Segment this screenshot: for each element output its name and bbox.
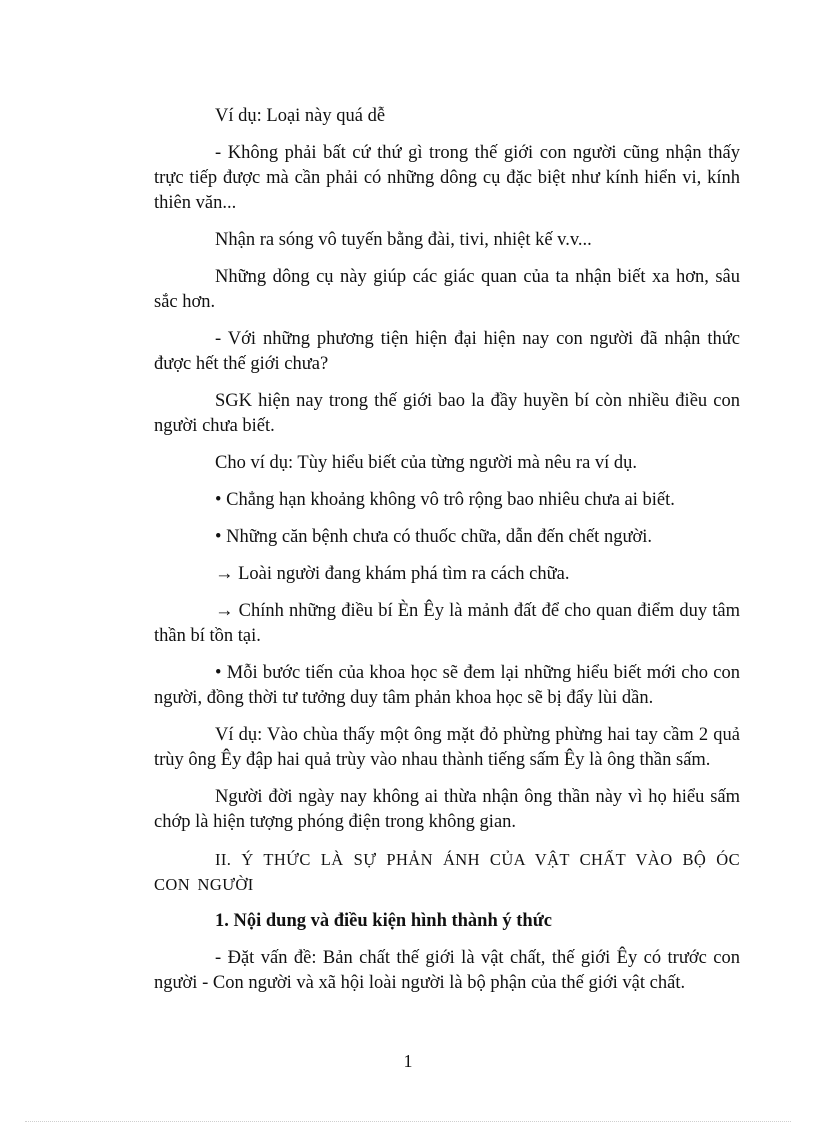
paragraph-radio-waves: Nhận ra sóng vô tuyến bằng đài, tivi, nhiệt kế v.v...	[215, 230, 592, 250]
arrow-cure: → Loài người đang khám phá tìm ra cách chữa.	[215, 564, 570, 584]
paragraph-senses: Những dông cụ này giúp các giác quan của ta nhận biết xa hơn, sâu sắc hơn.	[154, 267, 740, 312]
paragraph-problem-statement: - Đặt vấn đề: Bản chất thế giới là vật chất, thế giới Êy có trước con người - Con người và xã hội loài người là bộ phận của thế giới vật chất.	[154, 948, 740, 993]
bullet-science-progress: • Mỗi bước tiến của khoa học sẽ đem lại những hiểu biết mới cho con người, đồng thời tư tưởng duy tâm phản khoa học sẽ bị đẩy lùi dần.	[154, 663, 740, 708]
paragraph-modern-means: - Với những phương tiện hiện đại hiện nay con người đã nhận thức được hết thế giới chưa?	[154, 329, 740, 374]
paragraph-sgk: SGK hiện nay trong thế giới bao la đầy huyền bí còn nhiều điều con người chưa biết.	[154, 391, 740, 436]
arrow-mystery: → Chính những điều bí Èn Êy là mảnh đất để cho quan điểm duy tâm thần bí tồn tại.	[154, 601, 740, 646]
subsection-heading: 1. Nội dung và điều kiện hình thành ý thức	[215, 911, 553, 931]
bullet-space: • Chẳng hạn khoảng không vô trô rộng bao nhiêu chưa ai biết.	[215, 490, 675, 510]
section-heading: II. Ý THỨC LÀ SỰ PHẢN ÁNH CỦA VẬT CHẤT VÀO BỘ ÓC CON NGƯỜI	[154, 850, 740, 894]
paragraph-give-example: Cho ví dụ: Tùy hiểu biết của từng người mà nêu ra ví dụ.	[215, 453, 638, 473]
paragraph-instruments: - Không phải bất cứ thứ gì trong thế giới con người cũng nhận thấy trực tiếp được mà cần phải có những dông cụ đặc biệt như kính hiển vi, kính thiên văn...	[154, 143, 740, 213]
paragraph-lightning: Người đời ngày nay không ai thừa nhận ông thần này vì họ hiểu sấm chớp là hiện tượng phóng điện trong không gian.	[154, 787, 740, 832]
page-content	[154, 104, 740, 1008]
paragraph-thunder-god: Ví dụ: Vào chùa thấy một ông mặt đỏ phừng phừng hai tay cầm 2 quả trùy ông Êy đập hai quả trùy vào nhau thành tiếng sấm Êy là ông thần sấm.	[154, 725, 740, 770]
bullet-diseases: • Những căn bệnh chưa có thuốc chữa, dẫn đến chết người.	[215, 527, 653, 547]
page-bottom-divider	[25, 1121, 791, 1122]
paragraph-example-easy: Ví dụ: Loại này quá dễ	[215, 106, 386, 126]
page-number: 1	[403, 1051, 413, 1071]
